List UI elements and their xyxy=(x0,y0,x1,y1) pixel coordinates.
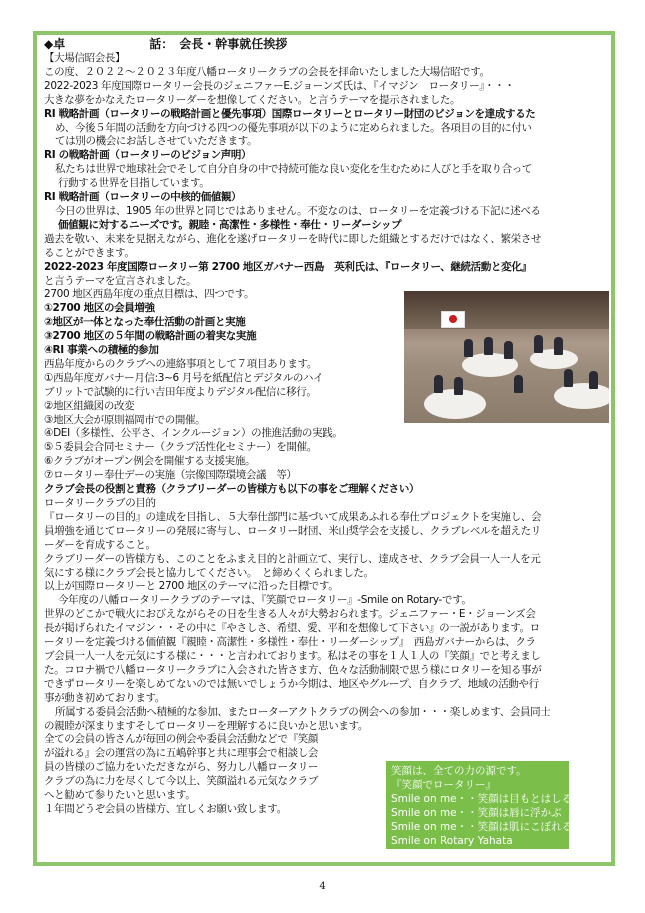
photo-table xyxy=(554,383,609,409)
paragraph-line: 員の皆様のご協力をいただきながら、努力し八幡ロータリー xyxy=(44,761,319,774)
section-heading: RI 戦略計画（ロータリーの中核的価値観） xyxy=(44,191,242,204)
paragraph-line: できずロータリーを楽しめてないのでは無いでしょうか今期は、地区やグループ、自クラブ、地域の活動や行 xyxy=(44,677,539,690)
paragraph-line: 所属する委員会活動へ積極的な参加、またローターアクトクラブの例会への参加・・・楽しめます、会員同士 xyxy=(55,705,551,718)
photo-person xyxy=(554,337,563,355)
paragraph-line: 今日の世界は、1905 年の世界と同じではありません。不変なのは、ロータリーを定義づける下記に述べる xyxy=(55,204,541,217)
paragraph-line: ロータリークラブの目的 xyxy=(44,497,156,509)
photo-wall xyxy=(404,291,609,329)
notice-item: ④DEI（多様性、公平さ、インクルージョン）の推進活動の実践。 xyxy=(44,427,343,440)
paragraph-line: １年間どうぞ会員の皆様方、宜しくお願い致します。 xyxy=(44,802,287,815)
paragraph-line: 『ロータリーの目的』の達成を目指し、５大奉仕部門に基づいて成果あふれる奉仕プロジェクトを実施し、会 xyxy=(44,510,542,523)
paragraph-line: クラブリーダーの皆様方も、このことをふまえ目的と計画立て、実行し、達成させ、クラブ会員一人一人を元 xyxy=(44,552,541,565)
goal-item: ②地区が一体となった奉仕活動の計画と実施 xyxy=(44,316,246,329)
slogan-line: 『笑顔でロータリー』 xyxy=(391,778,496,791)
photo-person xyxy=(464,339,473,357)
goal-item: ①2700 地区の会員増強 xyxy=(44,302,155,315)
paragraph-line: ータリーを定義づける価値観『親睦・高潔性・多様性・奉仕・リーダーシップ』 西島ガバナーからは、クラ xyxy=(44,636,536,649)
photo-person xyxy=(514,375,523,393)
photo-person xyxy=(484,337,493,355)
paragraph-line: の親睦が深まりますそしてロータリーを理解するに良いかと思います。 xyxy=(44,719,368,732)
paragraph-line: た。コロナ禍で八幡ロータリークラブに入会された皆さま方、色々な活動制限で思う様にロタリーを知る事が xyxy=(44,663,542,676)
article-body xyxy=(44,36,610,817)
notice-item: ⑥クラブがオープン例会を開催する支援実施。 xyxy=(44,455,256,468)
photo-person xyxy=(534,335,543,353)
paragraph-line: 事が動き初めております。 xyxy=(44,691,165,704)
paragraph-line: 気にする様にクラブ会長と協力してください。 と締めくくられました。 xyxy=(44,566,374,579)
smile-slogan-box xyxy=(386,761,573,849)
club-theme-line: 今年度の八幡ロータリークラブのテーマは、『笑顔でロータリー』-Smile on Rotary-です。 xyxy=(58,594,472,607)
slogan-line: Smile on me・・笑顔は目もとはしる xyxy=(391,792,573,805)
paragraph-line: 2022-2023 年度国際ロータリー会長のジェニファーE.ジョーンズ氏は、『イマジン ロータリー』・・・ xyxy=(44,79,515,92)
meeting-photo xyxy=(404,291,609,423)
goal-item: ③2700 地区の５年間の戦略計画の着実な実施 xyxy=(44,330,257,343)
paragraph-line: 世界のどこかで戦火におびえながらその日を生きる人々が大勢おられます。ジェニファー・E・ジョーンズ会 xyxy=(44,608,536,621)
paragraph-line: と言うテーマを宣言されました。 xyxy=(44,274,197,287)
paragraph-line: 大きな夢をかなえたロータリーダーを想像してください。と言うテーマを提示されました。 xyxy=(44,93,461,106)
paragraph-line: この度、２０２２～２０２３年度八幡ロータリークラブの会長を拝命いたしました大場信昭です。 xyxy=(44,65,490,78)
notice-item: ②地区組織図の改変 xyxy=(44,399,135,412)
photo-person xyxy=(589,371,598,389)
goal-item: ④RI 事業への積極的参加 xyxy=(44,344,159,357)
photo-person xyxy=(564,369,573,387)
paragraph-line: が溢れる』会の運営の為に五嶋幹事と共に理事会で相談し会 xyxy=(44,747,319,760)
paragraph-line: ることができます。 xyxy=(44,246,135,259)
slogan-line: Smile on me・・笑顔は肌にこぼれる xyxy=(391,820,573,833)
speaker-name: 【大場信昭会長】 xyxy=(44,52,126,64)
notice-item: ブリットで試験的に行い吉田年度よりデジタル配信に移行。 xyxy=(44,385,317,398)
paragraph-line: め、今後５年間の活動を方向づける四つの優先事項が以下のように定められました。各項目の目的に付い xyxy=(55,121,532,134)
notice-item: ⑤５委員会合同セミナー（クラブ活性化セミナー）を開催。 xyxy=(44,441,317,454)
paragraph-line: へと勧めて参りたいと思います。 xyxy=(44,789,196,802)
notice-item: ③地区大会が原則福岡市での開催。 xyxy=(44,413,206,426)
paragraph-line: RI 戦略計画（ロータリーの戦略計画と優先事項）国際ロータリーとロータリー財団のビジョンを達成するた xyxy=(44,107,536,120)
paragraph-line: 全ての会員の皆さんが毎回の例会や委員会活動などで『笑顔 xyxy=(44,733,319,746)
article-title: ◆卓 話： 会長・幹事就任挨拶 xyxy=(44,37,288,51)
paragraph-line: ては別の機会にお話しさせていただきます。 xyxy=(55,135,258,148)
slogan-line: Smile on me・・笑顔は唇に浮かぶ xyxy=(391,806,562,819)
paragraph-line: 2022-2023 年度国際ロータリー第 2700 地区ガバナー西島 英利氏は、『ロータリー、継続活動と変化』 xyxy=(44,260,532,273)
paragraph-line: 員増強を通じてロータリーの発展に寄与し、ロータリー財団、米山奨学会を支援し、クラブレベルを超えたリ xyxy=(44,524,541,537)
photo-person xyxy=(454,377,463,395)
slogan-line: Smile on Rotary Yahata xyxy=(391,834,513,847)
section-heading: クラブ会長の役割と責務（クラブリーダーの皆様方も以下の事をご理解ください） xyxy=(44,483,420,496)
notice-item: ①西島年度ガバナー月信:3~6 月号を紙配信とデジタルのハイ xyxy=(44,371,324,384)
page-number: 4 xyxy=(319,881,326,892)
paragraph-line: 過去を敬い、未来を見据えながら、進化を遂げロータリーを時代に即した組織とするだけではなく、繁栄させ xyxy=(44,232,542,245)
paragraph-line: 長が掲げられたイマジン・・その中に『やさしさ、希望、愛、平和を想像して下さい』の一説があります。ロ xyxy=(44,622,540,635)
notice-item: ⑦ロータリー奉仕デーの実施（宗像国際環境会議 等） xyxy=(44,469,297,482)
paragraph-line: 2700 地区西島年度の重点目標は、四つです。 xyxy=(44,288,255,301)
photo-person xyxy=(434,375,443,393)
slogan-line: 笑顔は、全ての力の源です。 xyxy=(391,765,527,777)
paragraph-line: 価値観に対するニーズです。親睦・高潔性・多様性・奉仕・リーダーシップ xyxy=(58,218,402,231)
paragraph-line: 西島年度からのクラブへの連絡事項として７項目あります。 xyxy=(44,357,317,370)
section-heading xyxy=(44,108,610,122)
paragraph-line: ーダーを育成すること。 xyxy=(44,538,156,551)
paragraph-line: ブ会員一人一人を元気にする様に・・・と言われております。私はその事を１人１人の『笑顔』でと考えまし xyxy=(44,649,541,662)
japan-flag-icon xyxy=(441,311,465,328)
section-heading: RI の戦略計画（ロータリーのビジョン声明） xyxy=(44,149,252,162)
paragraph-line: クラブの為に力を尽くして今以上、笑顔溢れる元気なクラブ xyxy=(44,775,319,788)
photo-person xyxy=(504,341,513,359)
paragraph-line: 行動する世界を目指しています。 xyxy=(58,177,210,190)
paragraph-line: 以上が国際ロータリーと 2700 地区のテーマに沿った目標です。 xyxy=(44,580,339,593)
paragraph-line: 私たちは世界で地球社会でそして自分自身の中で持続可能な良い変化を生むために人びと手を取り合って xyxy=(55,163,533,176)
